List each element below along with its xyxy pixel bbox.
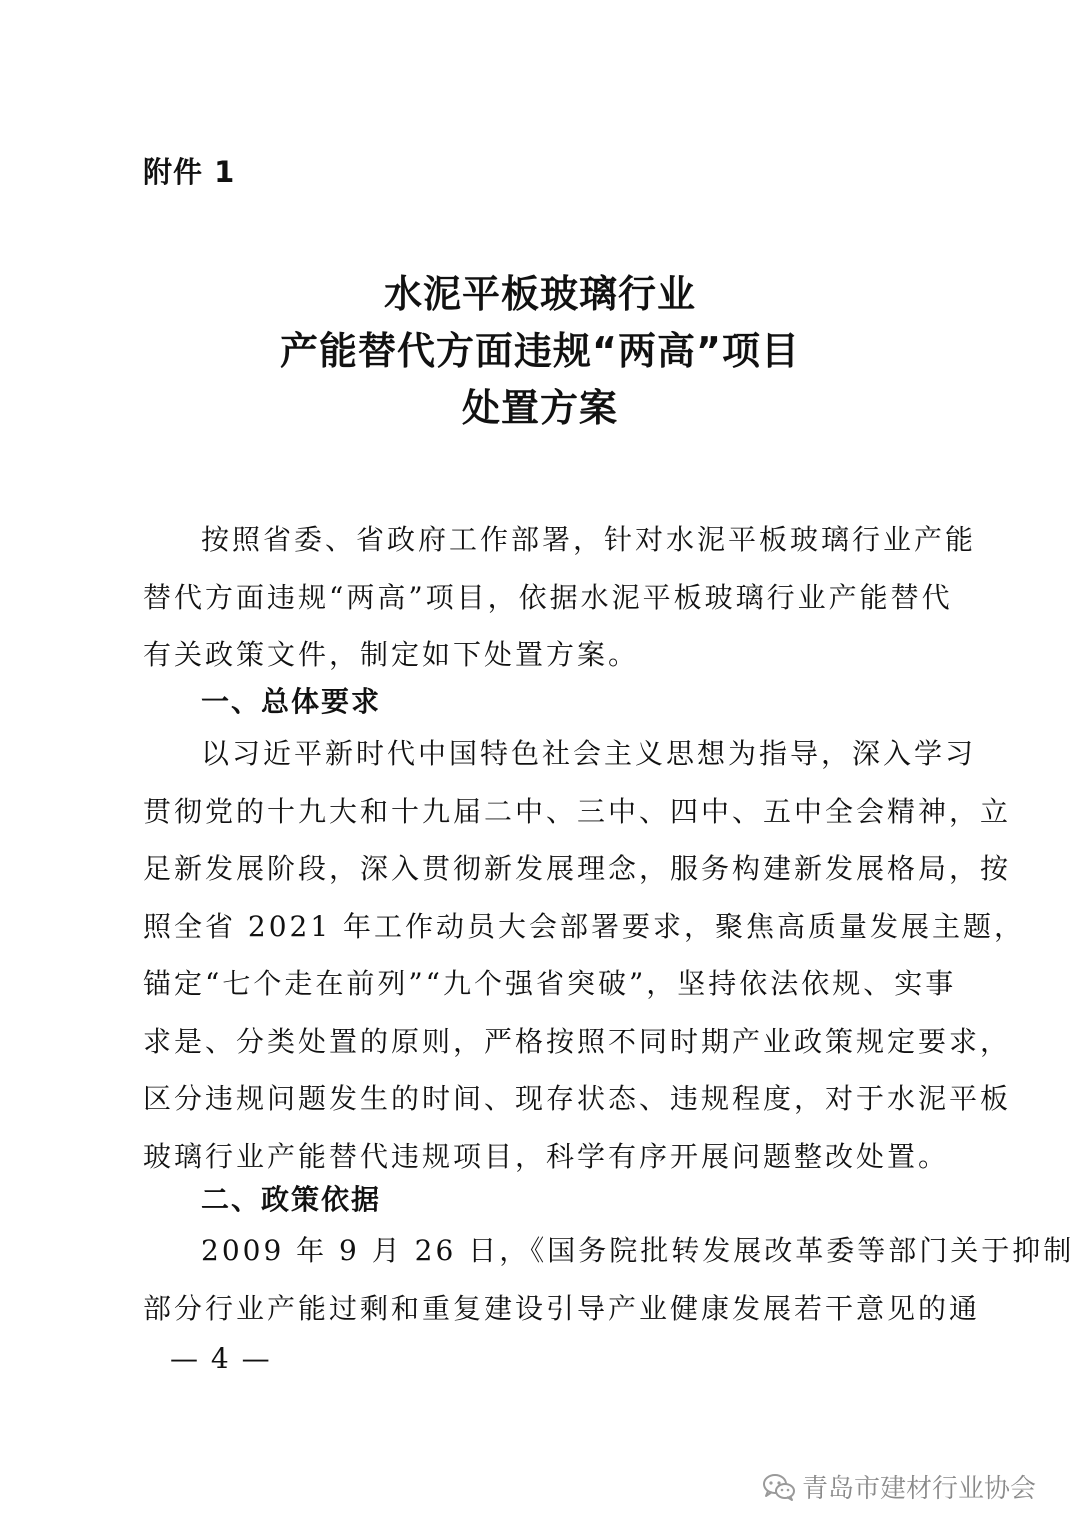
section-1-line-4: 照全省 2021 年工作动员大会部署要求，聚焦高质量发展主题， — [143, 909, 1026, 943]
intro-paragraph — [143, 511, 977, 684]
section-2-heading: 二、政策依据 — [201, 1183, 382, 1216]
intro-line-3: 有关政策文件，制定如下处置方案。 — [143, 638, 640, 671]
section-1-line-5: 锚定“七个走在前列”“九个强省突破”，坚持依法依规、实事 — [143, 967, 957, 1000]
watermark-text: 青岛市建材行业协会 — [802, 1474, 1037, 1504]
intro-line-1: 按照省委、省政府工作部署，针对水泥平板玻璃行业产能 — [201, 523, 977, 556]
section-2-line-1: 2009 年 9 月 26 日，《国务院批转发展改革委等部门关于抑制 — [201, 1234, 1075, 1267]
section-2-paragraph — [143, 1222, 1075, 1337]
section-2-line-2: 部分行业产能过剩和重复建设引导产业健康发展若干意见的通 — [143, 1291, 981, 1325]
page-number: — 4 — — [170, 1342, 272, 1375]
watermark — [762, 1468, 1036, 1505]
section-1-heading: 一、总体要求 — [201, 685, 382, 718]
title-line-1: 水泥平板玻璃行业 — [383, 272, 696, 316]
section-1-line-8: 玻璃行业产能替代违规项目，科学有序开展问题整改处置。 — [143, 1139, 950, 1173]
section-1-line-7: 区分违规问题发生的时间、现存状态、违规程度，对于水泥平板 — [143, 1082, 1012, 1115]
attachment-label: 附件 1 — [143, 155, 236, 189]
title-line-2: 产能替代方面违规“两高”项目 — [280, 329, 800, 373]
section-1-line-6: 求是、分类处置的原则，严格按照不同时期产业政策规定要求， — [143, 1024, 1012, 1058]
document-title — [0, 266, 1080, 437]
section-1-paragraph — [143, 725, 1026, 1185]
wechat-icon — [762, 1472, 796, 1502]
title-line-3: 处置方案 — [461, 386, 618, 430]
intro-line-2: 替代方面违规“两高”项目，依据水泥平板玻璃行业产能替代 — [143, 580, 953, 614]
section-1-line-3: 足新发展阶段，深入贯彻新发展理念，服务构建新发展格局，按 — [143, 852, 1012, 885]
section-1-line-2: 贯彻党的十九大和十九届二中、三中、四中、五中全会精神，立 — [143, 794, 1012, 828]
section-1-line-1: 以习近平新时代中国特色社会主义思想为指导，深入学习 — [201, 737, 977, 770]
